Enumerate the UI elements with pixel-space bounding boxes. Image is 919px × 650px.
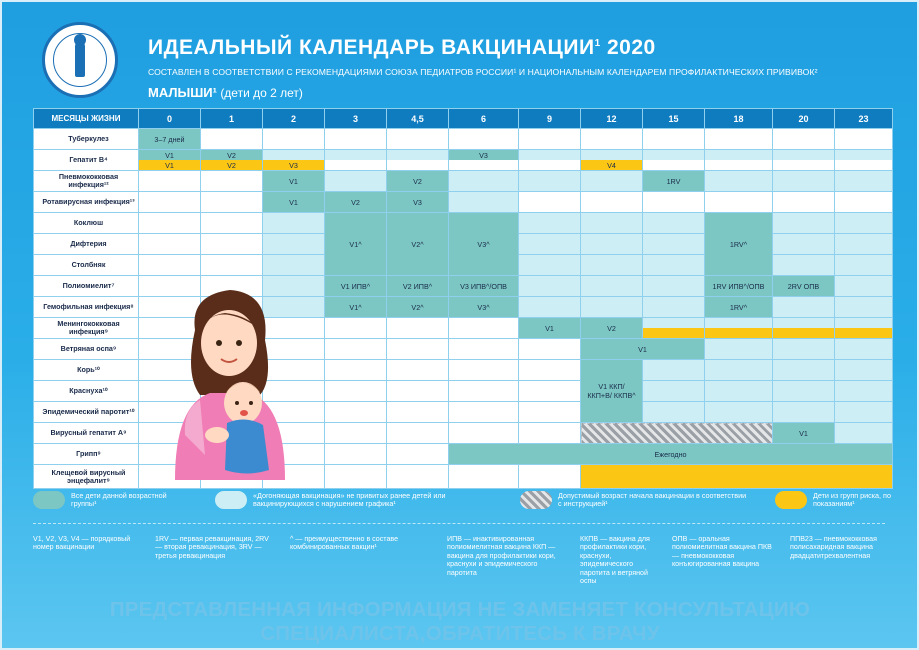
table-row: [34, 129, 893, 150]
month-12: 12: [581, 109, 643, 129]
row-label-hepatitis-a: Вирусный гепатит А⁹: [34, 423, 139, 444]
legend-text-allowed: Допустимый возраст начала вакцинации в соответствии с инструкцией¹: [558, 490, 747, 508]
page-subtitle: СОСТАВЛЕН В СООТВЕТСТВИИ С РЕКОМЕНДАЦИЯМИ СОЮЗА ПЕДИАТРОВ РОССИИ¹ И НАЦИОНАЛЬНЫМ КАЛЕНДАРЕМ ПРОФИЛАКТИЧЕСКИХ ПРИВИВОК²: [148, 67, 818, 77]
legend-text-risk: Дети из групп риска, по показаниям¹: [813, 490, 891, 508]
cell-rt-v2: V2: [325, 192, 387, 213]
row-label-meningococcal: Менингококковая инфекция⁹: [34, 318, 139, 339]
row-label-flu: Грипп⁹: [34, 444, 139, 465]
cell-dtp-v3: V3^: [449, 213, 519, 276]
cell-hepa-v1: V1: [773, 423, 835, 444]
table-row: [34, 150, 893, 171]
row-label-rubella: Краснуха¹⁰: [34, 381, 139, 402]
logo-figure-body: [75, 41, 85, 77]
table-row: [34, 171, 893, 192]
legend-swatch-yellow: [775, 491, 807, 509]
row-label-pertussis: Коклюш: [34, 213, 139, 234]
row-label-varicella: Ветряная оспа⁹: [34, 339, 139, 360]
cell-pol-1rv: 1RV ИПВ^/ОПВ: [705, 276, 773, 297]
row-label-pneumococcal: Пневмококковая инфекция¹²: [34, 171, 139, 192]
month-23: 23: [835, 109, 893, 129]
note-vaccination-numbers: V1, V2, V3, V4 — порядковый номер вакцинации: [33, 535, 131, 552]
legend-item-catchup: [215, 488, 473, 512]
title-text: ИДЕАЛЬНЫЙ КАЛЕНДАРЬ ВАКЦИНАЦИИ: [148, 36, 595, 59]
row-label-rotavirus: Ротавирусная инфекция¹³: [34, 192, 139, 213]
row-label-tuberculosis: Туберкулез: [34, 129, 139, 150]
disclaimer: ПРЕДСТАВЛЕННАЯ ИНФОРМАЦИЯ НЕ ЗАМЕНЯЕТ КОНСУЛЬТАЦИЮ СПЕЦИАЛИСТА,ОБРАТИТЕСЬ К ВРАЧУ: [109, 598, 811, 645]
cell-tbe-risk: [581, 465, 893, 489]
table-row: [34, 381, 893, 402]
table-row: [34, 213, 893, 234]
row-label-tick-encephalitis: Клещевой вирусный энцефалит⁹: [34, 465, 139, 489]
table-row: [34, 465, 893, 489]
cell-tb-0: 3–7 дней: [139, 129, 201, 150]
cell-hb-y-v1: V1: [139, 160, 200, 170]
legend-swatch-light: [215, 491, 247, 509]
note-revaccination: 1RV — первая ревакцинация, 2RV — вторая ревакцинация, 3RV — третья ревакцинация: [155, 535, 269, 560]
cell-hb-v1: V1: [139, 150, 200, 160]
cell-dtp-1rv: 1RV^: [705, 213, 773, 276]
months-header-row: [34, 109, 893, 129]
legend-swatch-hatched: [520, 491, 552, 509]
cell-hb-v3: V3: [449, 150, 518, 160]
age-group: [148, 85, 303, 100]
note-combined: ^ — преимущественно в составе комбинированных вакцин¹: [290, 535, 399, 552]
table-row: [34, 318, 893, 339]
table-row: [34, 360, 893, 381]
table-row: [34, 444, 893, 465]
cell-pn-1rv: 1RV: [643, 171, 705, 192]
legend-text-catchup: «Догоняющая вакцинация» не привитых ранее детей или вакцинирующихся с нарушением графика¹: [253, 490, 446, 508]
cell-rt-v1: V1: [263, 192, 325, 213]
month-0: 0: [139, 109, 201, 129]
row-label-measles: Корь¹⁰: [34, 360, 139, 381]
row-label-mumps: Эпидемический паротит¹⁰: [34, 402, 139, 423]
table-row: [34, 297, 893, 318]
pediatricians-logo: [42, 22, 118, 98]
table-row: [34, 276, 893, 297]
table-row: [34, 192, 893, 213]
cell-dtp-v2: V2^: [387, 213, 449, 276]
cell-dtp-v1: V1^: [325, 213, 387, 276]
legend-text-all: Все дети данной возрастной группы¹: [71, 490, 167, 508]
baby-suit: [225, 419, 269, 473]
mother-with-baby-illustration: [165, 285, 295, 480]
cell-hb-y-v4: V4: [581, 160, 642, 170]
row-label-tetanus: Столбняк: [34, 255, 139, 276]
month-15: 15: [643, 109, 705, 129]
table-row: [34, 339, 893, 360]
months-corner: МЕСЯЦЫ ЖИЗНИ: [34, 109, 139, 129]
cell-hib-v2: V2^: [387, 297, 449, 318]
notes-divider: [33, 523, 885, 524]
cell-var-v1: V1: [581, 339, 705, 360]
cell-flu: Ежегодно: [449, 444, 893, 465]
title-footnote: 1: [594, 38, 601, 49]
cell-men-v1: V1: [519, 318, 581, 339]
cell-hepa-hatched: [581, 423, 773, 444]
cell-men-v2: V2: [581, 318, 643, 339]
title-year: 2020: [606, 36, 656, 59]
month-20: 20: [773, 109, 835, 129]
row-label-hib: Гемофильная инфекция⁸: [34, 297, 139, 318]
row-label-hepatitis-b: Гепатит B⁴: [34, 150, 139, 171]
note-opv-pcv: ОПВ — оральная полиомиелитная вакцина ПКВ — пневмококковая конъюгированная вакцина: [672, 535, 772, 569]
row-label-diphtheria: Дифтерия: [34, 234, 139, 255]
legend-swatch-teal: [33, 491, 65, 509]
month-1: 1: [201, 109, 263, 129]
month-2: 2: [263, 109, 325, 129]
cell-hib-v1: V1^: [325, 297, 387, 318]
cell-rt-v3: V3: [387, 192, 449, 213]
cell-pol-2rv: 2RV ОПВ: [773, 276, 835, 297]
cell-mmr: V1 ККП/ ККП+В/ ККПВ^: [581, 360, 643, 423]
cell-hb-v2: V2: [201, 150, 262, 160]
month-18: 18: [705, 109, 773, 129]
table-row: [34, 423, 893, 444]
row-label-polio: Полиомиелит⁷: [34, 276, 139, 297]
mother-face: [201, 310, 257, 376]
legend-item-all-children: [33, 488, 171, 512]
legend-item-allowed-age: [520, 488, 748, 512]
note-mmrv: ККПВ — вакцина для профилактики кори, краснухи, эпидемического паротита и ветряной оспы: [580, 535, 650, 586]
cell-pn-v1: V1: [263, 171, 325, 192]
age-group-name: МАЛЫШИ¹: [148, 85, 217, 100]
cell-pol-v3: V3 ИПВ^/ОПВ: [449, 276, 519, 297]
note-ipv-mmr: ИПВ — инактивированная полиомиелитная вакцина ККП — вакцина для профилактики кори, краснухи и эпидемического паротита: [447, 535, 556, 577]
cell-pol-v1: V1 ИПВ^: [325, 276, 387, 297]
cell-pn-v2: V2: [387, 171, 449, 192]
month-9: 9: [519, 109, 581, 129]
month-4-5: 4,5: [387, 109, 449, 129]
cell-hib-v3: V3^: [449, 297, 519, 318]
cell-hb-y-v2: V2: [201, 160, 262, 170]
legend-item-risk: [775, 488, 898, 512]
vaccination-table: [33, 108, 893, 489]
note-ppv23: ППВ23 — пневмококковая полисахаридная вакцина двадцатитрехвалентная: [790, 535, 877, 560]
cell-hib-1rv: 1RV^: [705, 297, 773, 318]
table-row: [34, 402, 893, 423]
month-6: 6: [449, 109, 519, 129]
page-title: [148, 36, 656, 60]
age-group-note: (дети до 2 лет): [220, 86, 303, 100]
month-3: 3: [325, 109, 387, 129]
cell-hb-y-v3: V3: [263, 160, 324, 170]
cell-pol-v2: V2 ИПВ^: [387, 276, 449, 297]
